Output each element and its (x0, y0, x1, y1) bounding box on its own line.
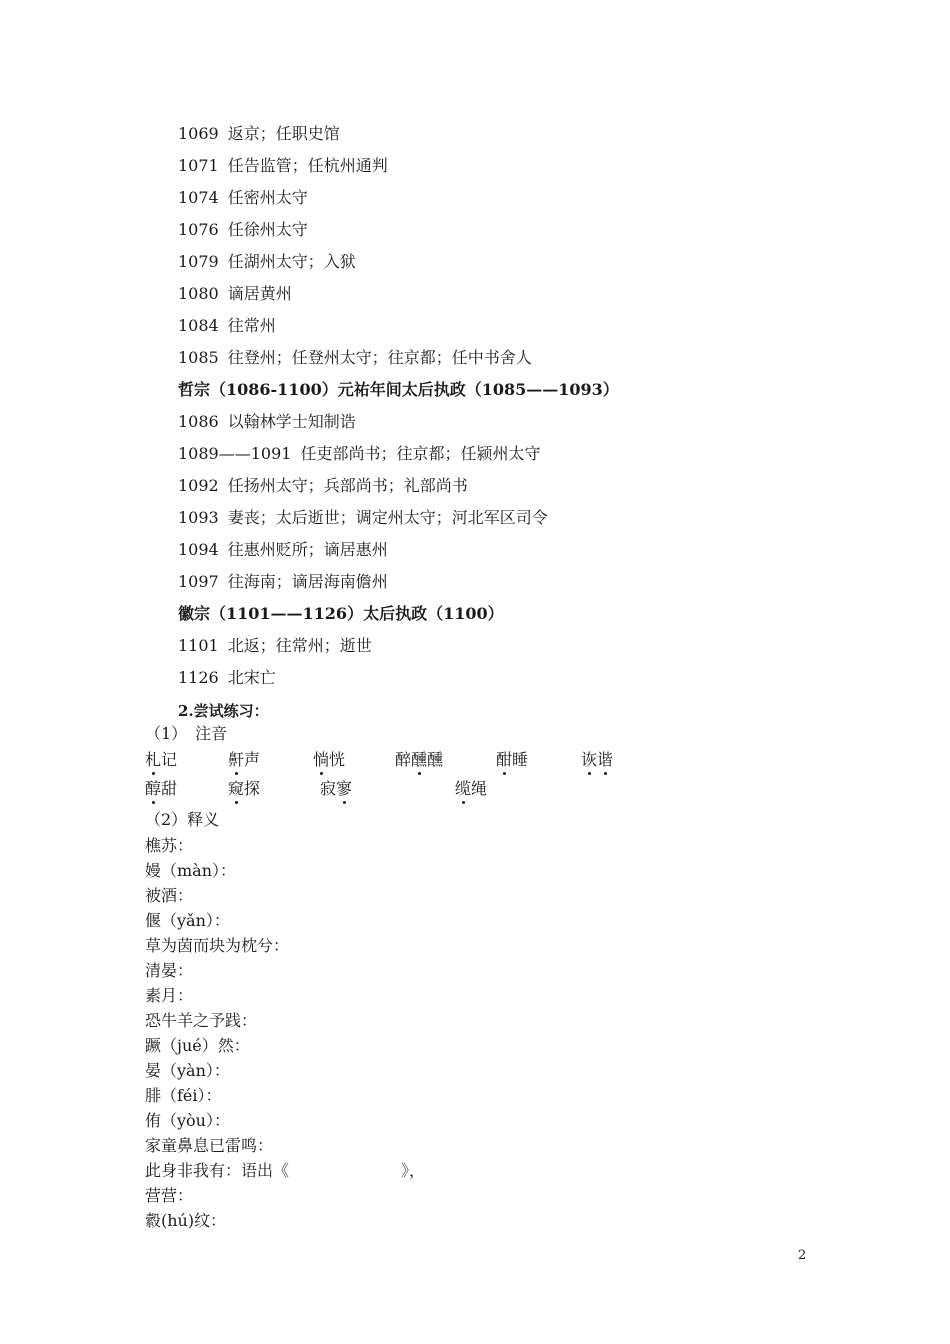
exercise-title: 2.尝试练习： (178, 702, 269, 720)
word-part: 睡 (512, 750, 529, 769)
timeline-year: 1069 (178, 124, 219, 143)
timeline-row (178, 666, 619, 698)
timeline-event: 往登州；任登州太守；往京都；任中书舍人 (227, 348, 532, 367)
definition-item: 营营： (145, 1186, 194, 1205)
timeline-year: 1085 (178, 348, 219, 367)
definition-item: 被酒： (145, 886, 194, 905)
timeline-event: 往海南；谪居海南儋州 (227, 572, 388, 591)
definition-item: 恐牛羊之予践： (145, 1011, 258, 1030)
timeline-year: 1093 (178, 508, 219, 527)
definition-item: 偃（yǎn）： (145, 911, 230, 930)
timeline-row (178, 634, 619, 666)
definition-item: 腓（féi）： (145, 1086, 222, 1105)
definition-item: 草为茵而块为枕兮： (145, 936, 290, 955)
pronunciation-heading: （1） 注音 (145, 724, 228, 743)
timeline-row (178, 410, 619, 442)
definition-item: 素月： (145, 986, 194, 1005)
definition-item: 此身非我有：语出《 》， (145, 1161, 426, 1180)
timeline-event: 任密州太守 (227, 188, 308, 207)
timeline-event: 往惠州贬所；谪居惠州 (227, 540, 388, 559)
pronunciation-word (228, 777, 260, 801)
reign-heading (178, 378, 619, 410)
dotted-character: 酣 (496, 748, 512, 772)
dotted-character: 寥 (336, 777, 352, 801)
dotted-character: 诙 (581, 748, 597, 772)
reign-heading-text: 徽宗（1101——1126）太后执政（1100） (178, 604, 504, 623)
timeline-row (178, 282, 619, 314)
pronunciation-word (145, 777, 177, 801)
pronunciation-word (496, 748, 528, 772)
timeline-row (178, 538, 619, 570)
dotted-character: 窥 (228, 777, 244, 801)
word-part: 绳 (471, 779, 488, 798)
pronunciation-word (320, 777, 352, 801)
word-part: 恍 (329, 750, 346, 769)
definition-item: 侑（yòu）： (145, 1111, 230, 1130)
dotted-character: 惝 (313, 748, 329, 772)
dotted-character: 醺 (411, 748, 427, 772)
timeline-year: 1071 (178, 156, 219, 175)
timeline-year: 1092 (178, 476, 219, 495)
timeline-event: 往常州 (227, 316, 276, 335)
reign-heading (178, 602, 619, 634)
dotted-character: 缆 (455, 777, 471, 801)
timeline-year: 1079 (178, 252, 219, 271)
timeline-row (178, 346, 619, 378)
timeline-row (178, 570, 619, 602)
word-part: 寂 (320, 779, 337, 798)
pronunciation-word (313, 748, 345, 772)
timeline-row (178, 186, 619, 218)
dotted-character: 鼾 (228, 748, 244, 772)
definition-item: 嫚（màn）： (145, 861, 237, 880)
timeline-year: 1126 (178, 668, 219, 687)
dotted-character: 札 (145, 748, 161, 772)
timeline-year: 1076 (178, 220, 219, 239)
definition-heading: （2）释义 (145, 810, 220, 829)
word-part: 声 (244, 750, 261, 769)
timeline-row (178, 506, 619, 538)
dotted-character: 谐 (597, 748, 613, 772)
timeline-event: 北返；往常州；逝世 (227, 636, 372, 655)
definition-item: 蹶（jué）然： (145, 1036, 250, 1055)
timeline-year: 1074 (178, 188, 219, 207)
timeline-year: 1080 (178, 284, 219, 303)
timeline-year: 1089——1091 (178, 444, 292, 463)
word-part: 醉 (395, 750, 412, 769)
definition-item: 縠(hú)纹： (145, 1211, 227, 1230)
timeline-row (178, 218, 619, 250)
timeline-row (178, 474, 619, 506)
pronunciation-word (145, 748, 177, 772)
definition-list (145, 834, 425, 1234)
timeline-row (178, 442, 619, 474)
definition-item: 晏（yàn）： (145, 1061, 230, 1080)
dotted-character: 醇 (145, 777, 161, 801)
word-part: 醺 (427, 750, 444, 769)
timeline-row (178, 314, 619, 346)
timeline-event: 妻丧；太后逝世；调定州太守；河北军区司令 (227, 508, 548, 527)
word-part: 甜 (161, 779, 178, 798)
pronunciation-word (455, 777, 487, 801)
timeline-year: 1097 (178, 572, 219, 591)
timeline-row (178, 250, 619, 282)
timeline-event: 返京；任职史馆 (227, 124, 340, 143)
timeline-year: 1094 (178, 540, 219, 559)
timeline-year: 1086 (178, 412, 219, 431)
timeline-event: 任吏部尚书；往京都；任颍州太守 (300, 444, 541, 463)
timeline-event: 任徐州太守 (227, 220, 308, 239)
timeline-row (178, 122, 619, 154)
timeline-event: 任告监管；任杭州通判 (227, 156, 388, 175)
timeline-row (178, 154, 619, 186)
timeline-event: 以翰林学士知制诰 (227, 412, 356, 431)
definition-item: 清晏： (145, 961, 194, 980)
timeline-event: 谪居黄州 (227, 284, 292, 303)
reign-heading-text: 哲宗（1086-1100）元祐年间太后执政（1085——1093） (178, 380, 619, 399)
pronunciation-word (581, 748, 613, 772)
chronology-list (178, 122, 619, 698)
pronunciation-word (228, 748, 260, 772)
word-part: 记 (161, 750, 178, 769)
timeline-year: 1101 (178, 636, 219, 655)
definition-item: 樵苏： (145, 836, 194, 855)
timeline-year: 1084 (178, 316, 219, 335)
timeline-event: 任扬州太守；兵部尚书；礼部尚书 (227, 476, 468, 495)
definition-item: 家童鼻息已雷鸣： (145, 1136, 274, 1155)
timeline-event: 任湖州太守；入狱 (227, 252, 356, 271)
timeline-event: 北宋亡 (227, 668, 276, 687)
pronunciation-word (395, 748, 443, 772)
page-number: 2 (798, 1248, 807, 1263)
word-part: 探 (244, 779, 261, 798)
